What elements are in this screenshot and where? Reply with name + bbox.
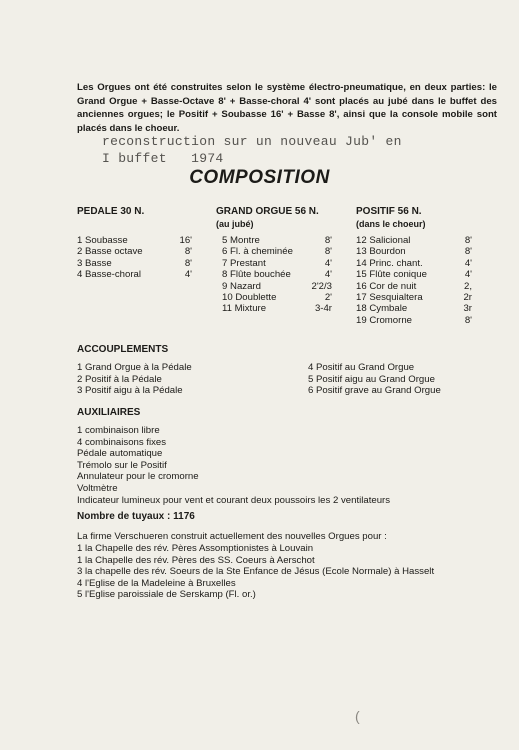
list-item: 5 Positif aigu au Grand Orgue [308, 373, 435, 385]
accouplements-left-list [77, 362, 192, 397]
list-item: Trémolo sur le Positif [77, 459, 167, 471]
margin-mark: ( [355, 708, 360, 724]
stop-pitch: 2, [463, 280, 472, 292]
stop-row [77, 246, 192, 257]
stop-row [356, 235, 472, 246]
stop-number: 7 [222, 257, 228, 269]
list-item: 6 Positif grave au Grand Orgue [308, 385, 441, 397]
list-item: 2 Positif à la Pédale [77, 373, 162, 385]
typed-note-line-2: I buffet 1974 [102, 151, 224, 166]
stop-number: 12 [356, 235, 367, 246]
stop-name: Salicional [369, 235, 411, 246]
auxiliaires-list [77, 425, 390, 506]
stop-number: 3 [77, 257, 83, 269]
stop-name: Doublette [235, 292, 277, 304]
stop-pitch: 4' [464, 257, 472, 269]
stop-pitch: 4' [464, 269, 472, 281]
stop-name: Cromorne [369, 314, 412, 326]
list-item: 3 Positif aigu à la Pédale [77, 385, 183, 397]
list-item: 1 la Chapelle des rév. Pères Assomptionistes à Louvain [77, 543, 314, 554]
stop-number: 11 [222, 303, 232, 315]
stop-row [77, 258, 192, 269]
stop-row [356, 315, 472, 326]
stop-row [77, 235, 192, 246]
list-item: 5 l'Eglise paroissiale de Serskamp (Fl. or.) [77, 589, 256, 601]
stop-number: 4 [77, 269, 83, 281]
firm-lead: La firme Verschueren construit actuellement des nouvelles Orgues pour : [77, 531, 387, 542]
typed-note-line-1: reconstruction sur un nouveau Jub' en [102, 134, 402, 149]
list-item: 4 l'Eglise de la Madeleine à Bruxelles [77, 577, 236, 589]
stop-number: 16 [356, 280, 367, 292]
stop-number: 6 [222, 246, 228, 258]
stop-row [356, 281, 472, 292]
stop-pitch: 8' [464, 314, 472, 326]
list-item: Pédale automatique [77, 448, 163, 460]
stop-row [356, 303, 472, 314]
pipe-count: Nombre de tuyaux : 1176 [77, 511, 195, 522]
stop-pitch: 3-4r [314, 303, 332, 315]
stop-name: Flûte conique [369, 269, 427, 281]
stop-name: Bourdon [369, 246, 406, 258]
stop-number: 17 [356, 292, 367, 304]
list-item: 1 la Chapelle des rév. Pères des SS. Coeurs à Aerschot [77, 554, 315, 566]
stop-row [222, 246, 332, 257]
stop-name: Sesquialtera [369, 292, 423, 304]
stop-name: Nazard [230, 280, 261, 292]
stop-name: Basse [85, 257, 112, 269]
page-title: COMPOSITION [189, 167, 330, 188]
stop-pitch: 2'2/3 [311, 280, 332, 292]
list-item: 1 Grand Orgue à la Pédale [77, 362, 192, 373]
stop-pitch: 4' [184, 269, 192, 281]
list-item: 4 Positif au Grand Orgue [308, 362, 415, 373]
stop-row [222, 269, 332, 280]
positif-heading [356, 206, 426, 230]
positif-location: (dans le choeur) [356, 219, 426, 229]
firm-list [77, 543, 434, 601]
stop-pitch: 8' [184, 246, 192, 258]
stop-row [222, 292, 332, 303]
stop-pitch: 8' [324, 235, 332, 246]
stop-number: 14 [356, 257, 367, 269]
accouplements-heading: ACCOUPLEMENTS [77, 344, 169, 355]
stop-number: 8 [222, 269, 228, 281]
stop-number: 18 [356, 303, 367, 315]
stop-name: Flûte bouchée [230, 269, 291, 281]
grand-orgue-title: GRAND ORGUE 56 N. [216, 206, 319, 217]
stop-name: Mixture [234, 303, 267, 315]
stop-number: 5 [222, 235, 228, 246]
stop-number: 2 [77, 246, 83, 258]
stop-row [356, 292, 472, 303]
grand-orgue-stop-list [222, 235, 332, 315]
positif-stop-list [356, 235, 472, 326]
stop-name: Soubasse [85, 235, 128, 246]
stop-number: 10 [222, 292, 233, 304]
list-item: Annulateur pour le cromorne [77, 471, 199, 483]
stop-number: 1 [77, 235, 83, 246]
stop-number: 15 [356, 269, 367, 281]
stop-pitch: 8' [184, 257, 192, 269]
pedale-heading: PEDALE 30 N. [77, 206, 145, 217]
stop-name: Basse-choral [85, 269, 142, 281]
stop-pitch: 16' [179, 235, 192, 246]
stop-pitch: 8' [464, 235, 472, 246]
stop-number: 19 [356, 314, 367, 326]
stop-name: Basse octave [85, 246, 143, 258]
list-item: 3 la chapelle des rév. Soeurs de la Ste Enfance de Jésus (Ecole Normale) à Hasselt [77, 566, 435, 578]
list-item: Voltmètre [77, 482, 118, 494]
intro-paragraph: Les Orgues ont été construites selon le système électro-pneumatique, en deux parties: le Grand Orgue + Basse-Octave 8' + Basse-choral 4' sont placés au jubé dans le buffet des anciennes orgues; le Positif + Soubasse 16' + Basse 8', ainsi que la console mobile sont placés dans le choeur. [77, 82, 497, 134]
stop-name: Princ. chant. [369, 257, 423, 269]
stop-name: Fl. à cheminée [230, 246, 293, 258]
stop-pitch: 4' [324, 257, 332, 269]
accouplements-right-list [308, 362, 441, 397]
stop-number: 9 [222, 280, 228, 292]
stop-number: 13 [356, 246, 367, 258]
stop-row [356, 258, 472, 269]
stop-pitch: 8' [324, 246, 332, 258]
stop-pitch: 2' [324, 292, 332, 304]
stop-row [222, 281, 332, 292]
stop-pitch: 2r [463, 292, 472, 304]
pedale-stop-list [77, 235, 192, 281]
stop-row [77, 269, 192, 280]
grand-orgue-location: (au jubé) [216, 219, 254, 229]
positif-title: POSITIF 56 N. [356, 206, 422, 217]
stop-row [356, 246, 472, 257]
list-item: 4 combinaisons fixes [77, 436, 167, 448]
grand-orgue-heading [216, 206, 319, 230]
stop-row [222, 235, 332, 246]
stop-name: Cymbale [369, 303, 408, 315]
stop-row [222, 258, 332, 269]
stop-pitch: 4' [324, 269, 332, 281]
list-item: Indicateur lumineux pour vent et courant deux poussoirs les 2 ventilateurs [77, 494, 391, 506]
stop-row [222, 303, 332, 314]
stop-name: Cor de nuit [369, 280, 417, 292]
stop-name: Prestant [230, 257, 266, 269]
stop-pitch: 8' [464, 246, 472, 258]
auxiliaires-heading: AUXILIAIRES [77, 407, 141, 418]
stop-pitch: 3r [463, 303, 472, 315]
stop-name: Montre [230, 235, 260, 246]
list-item: 1 combinaison libre [77, 425, 160, 436]
stop-row [356, 269, 472, 280]
